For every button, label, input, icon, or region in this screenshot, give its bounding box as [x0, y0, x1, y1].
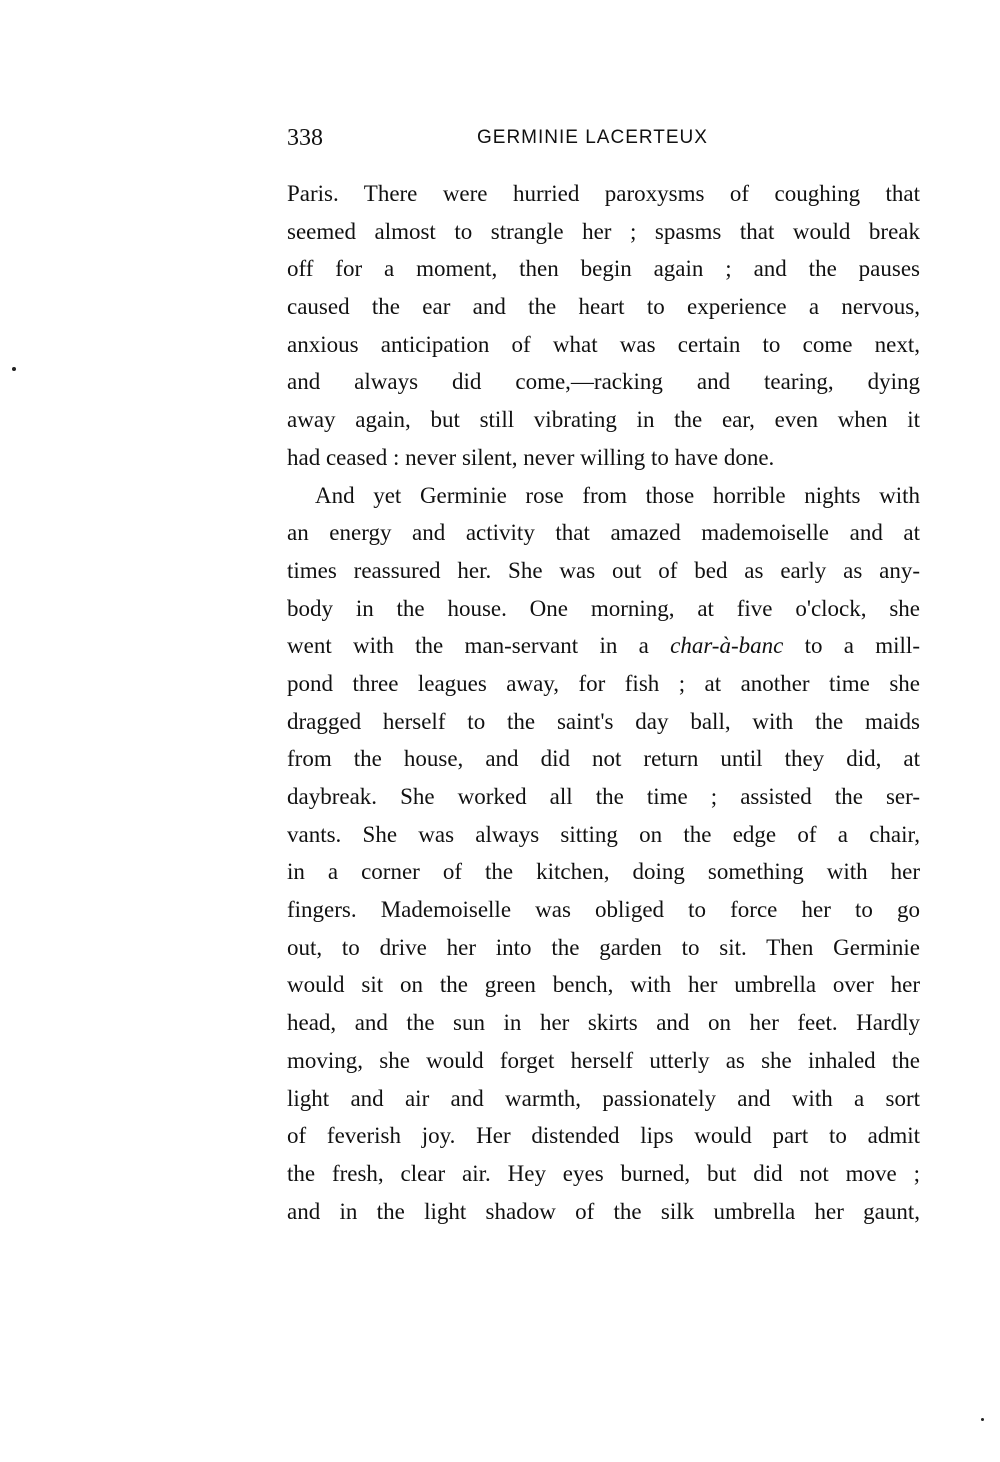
text-line-with-italic: [287, 627, 920, 665]
text-line: and in the light shadow of the silk umbrella her gaunt,: [287, 1198, 920, 1224]
text-line: times reassured her. She was out of bed as early as any-: [287, 557, 920, 583]
text-line: light and air and warmth, passionately and with a sort: [287, 1085, 920, 1111]
text-line: moving, she would forget herself utterly as she inhaled the: [287, 1047, 920, 1073]
text-line: vants. She was always sitting on the edge of a chair,: [287, 821, 920, 847]
text-line: Paris. There were hurried paroxysms of coughing that: [287, 181, 920, 206]
paragraph-1: [287, 175, 920, 477]
text-line: seemed almost to strangle her ; spasms that would break: [287, 218, 920, 244]
text-line: pond three leagues away, for fish ; at another time she: [287, 670, 920, 696]
text-line: of feverish joy. Her distended lips would part to admit: [287, 1123, 920, 1149]
text-segment: to a mill-: [783, 633, 920, 659]
italic-term: char-à-banc: [670, 633, 784, 659]
text-line: away again, but still vibrating in the ear, even when it: [287, 407, 920, 433]
text-segment: went with the man-servant in a: [287, 633, 671, 659]
text-line: body in the house. One morning, at five o'clock, she: [287, 595, 920, 621]
running-head: [287, 122, 920, 154]
running-title: GERMINIE LACERTEUX: [477, 127, 708, 148]
text-line: and always did come,—racking and tearing, dying: [287, 369, 920, 395]
text-line: And yet Germinie rose from those horrible nights with: [315, 482, 920, 508]
page-number: 338: [287, 125, 323, 151]
scan-speck: [12, 367, 16, 371]
text-line: from the house, and did not return until they did, at: [287, 746, 920, 772]
scan-speck: [981, 1418, 984, 1421]
text-line: had ceased : never silent, never willing to have done.: [287, 444, 775, 470]
text-line: would sit on the green bench, with her umbrella over her: [287, 972, 920, 998]
text-line: fingers. Mademoiselle was obliged to force her to go: [287, 897, 920, 923]
body-text: [287, 175, 920, 1230]
text-line: the fresh, clear air. Hey eyes burned, but did not move ;: [287, 1160, 920, 1186]
text-line: out, to drive her into the garden to sit. Then Germinie: [287, 934, 920, 960]
text-line: anxious anticipation of what was certain to come next,: [287, 331, 920, 357]
text-line: in a corner of the kitchen, doing something with her: [287, 859, 920, 885]
text-line: an energy and activity that amazed mademoiselle and at: [287, 520, 920, 546]
paragraph-2: [287, 477, 920, 1231]
text-line: head, and the sun in her skirts and on her feet. Hardly: [287, 1010, 920, 1036]
text-line: caused the ear and the heart to experience a nervous,: [287, 294, 920, 320]
text-line: daybreak. She worked all the time ; assisted the ser-: [287, 784, 920, 809]
text-line: dragged herself to the saint's day ball, with the maids: [287, 708, 920, 734]
text-line: off for a moment, then begin again ; and the pauses: [287, 256, 920, 282]
